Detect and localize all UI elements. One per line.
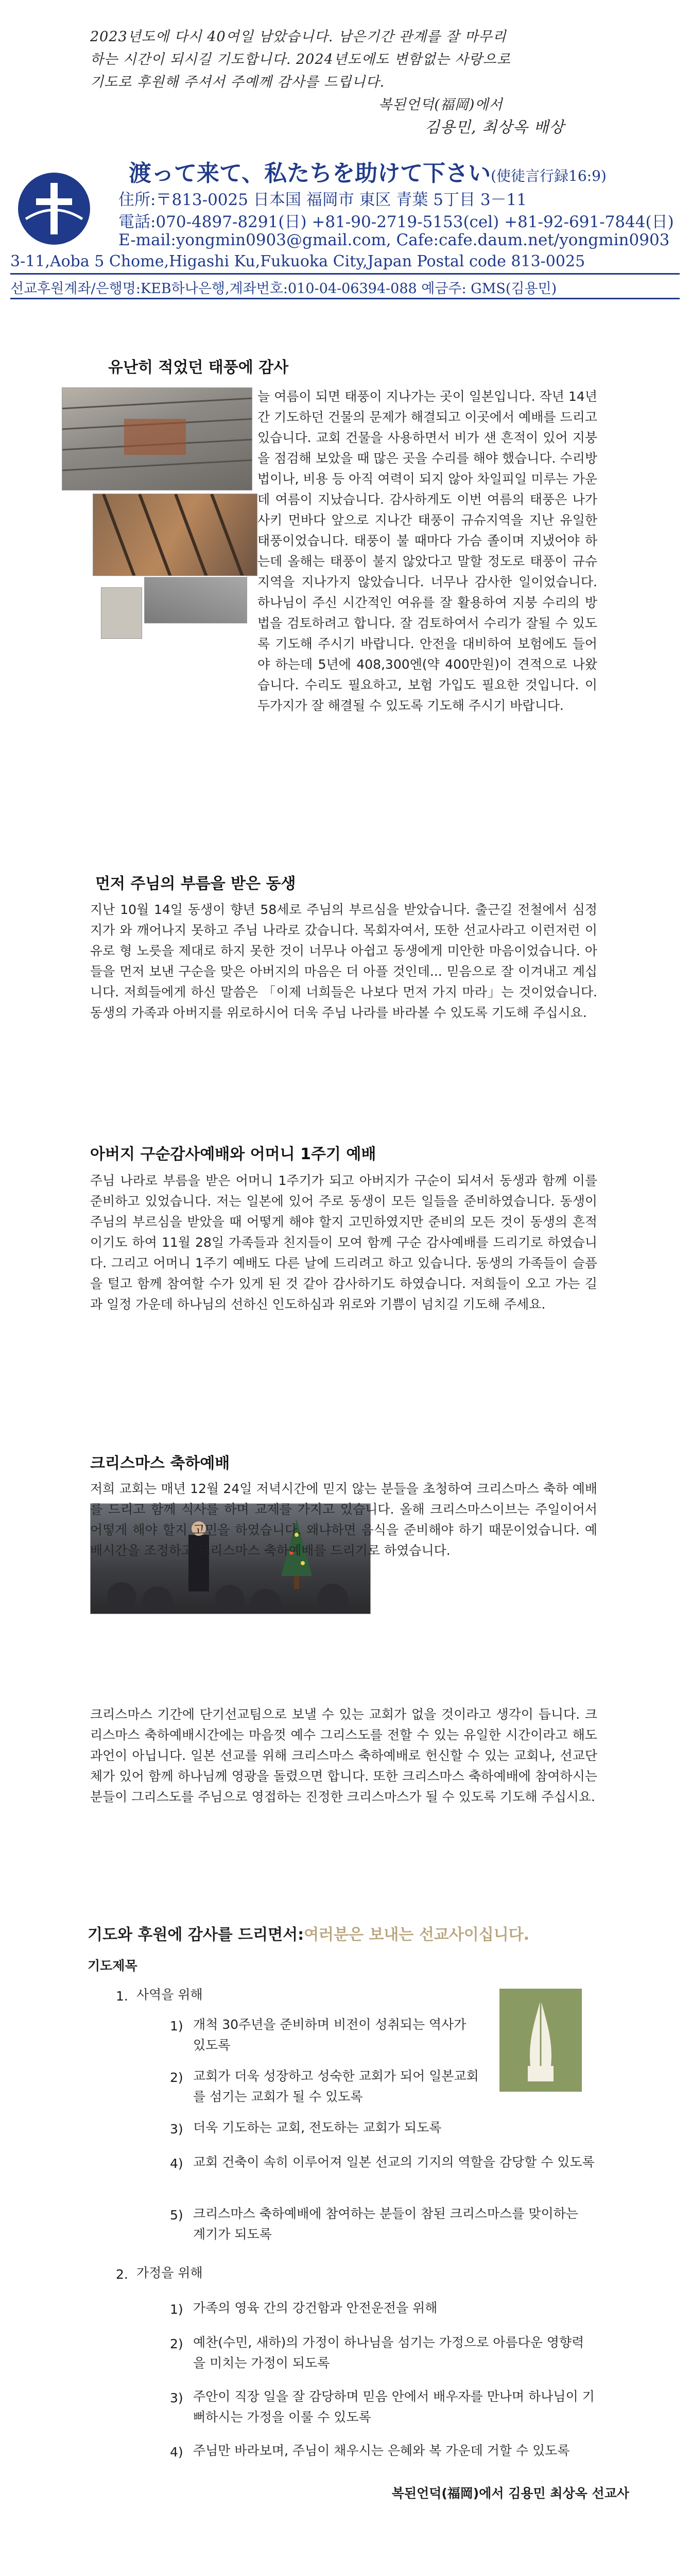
roof-rust-photo-image <box>93 494 257 576</box>
prayer-item-number: 3) <box>170 2391 183 2405</box>
prayer-group-label: 사역을 위해 <box>136 1987 203 2002</box>
section-1-paragraph: 늘 여름이 되면 태풍이 지나가는 곳이 일본입니다. 작년 14년간 기도하던 건물의 문제가 해결되고 이곳에서 예배를 드리고 있습니다. 교회 건물을 사용하면서 비가 샌 흔적이 있어 지붕을 점검해 보았을 때 많은 곳을 수리를 해야 했습니다. 수리방법이나, 비용 등 아직 여력이 되지 않아 차일피일 미루는 가운데 여름이 지났습니다. 감사하게도 이번 여름의 태풍은 나가사키 먼바다 앞으로 지나간 태풍이 규슈지역을 지난 유일한 태풍이었습니다. 태풍이 불 때마다 가슴 졸이며 지냈어야 하는데 올해는 태풍이 불지 않았다고 말할 정도로 태풍이 규슈지역을 지나가지 않았습니다. 너무나 감사한 일이었습니다. 하나님이 주신 시간적인 여유를 잘 활용하여 지붕 수리의 방법을 검토하려고 합니다. 잘 검토하여서 수리가 잘될 수 있도록 기도해 주시기 바랍니다. 안전을 대비하여 보험에도 들어야 하는데 5년에 408,300엔(약 400만원)이 견적으로 나왔습니다. 수리도 필요하고, 보험 가입도 필요한 것입니다. 이 두가지가 잘 해결될 수 있도록 기도해 주시기 바랍니다. <box>257 389 597 713</box>
prayer-group-number: 1. <box>116 1989 128 2004</box>
letterhead-verse: (使徒言行録16:9) <box>491 167 607 184</box>
letterhead-phone: 電話:070-4897-8291(日) +81-90-2719-5153(cel) +81-92-691-7844(日) <box>118 213 674 231</box>
prayer-heading-text: 기도와 후원에 감사를 드리면서: <box>88 1926 304 1944</box>
prayer-item-number: 3) <box>170 2122 183 2137</box>
sign-off: 복된언덕(福岡)에서 김용민 최상옥 선교사 <box>391 2486 629 2501</box>
prayer-item-number: 2) <box>170 2070 183 2085</box>
prayer-item: 개척 30주년을 준비하며 비전이 성취되는 역사가 있도록 <box>193 2017 467 2053</box>
section-title: 유난히 적었던 태풍에 감사 <box>108 359 289 377</box>
prayer-item-number: 5) <box>170 2208 183 2223</box>
handwritten-line: 2023년도에 다시 40여일 남았습니다. 남은기간 관계를 잘 마무리 <box>90 29 507 45</box>
prayer-subtitle: 기도제목 <box>88 1958 137 1973</box>
section-4-paragraph-2: 크리스마스 기간에 단기선교팀으로 보낼 수 있는 교회가 없을 것이라고 생각이 듭니다. 크리스마스 축하예배시간에는 마음껏 예수 그리스도를 전할 수 있는 유일한 시간이라고 해도 과언이 아닙니다. 일본 선교를 위해 크리스마스 축하예배로 헌신할 수 있는 교회나, 선교단체가 있어 함께 하나님께 영광을 돌렸으면 합니다. 또한 크리스마스 축하예배에 참여하시는 분들이 그리스도를 주님으로 영접하는 진정한 크리스마스가 될 수 있도록 기도해 주십시요. <box>90 1707 597 1804</box>
prayer-item-number: 1) <box>170 2302 183 2317</box>
section-1-wrap-text <box>257 386 597 716</box>
prayer-item-number: 4) <box>170 2445 183 2460</box>
prayer-item: 주님만 바라보며, 주님이 채우시는 은혜와 복 가운데 거할 수 있도록 <box>193 2443 570 2458</box>
letterhead-email: E-mail:yongmin0903@gmail.com, Cafe:cafe.daum.net/yongmin0903 <box>118 231 670 249</box>
section-title: 크리스마스 축하예배 <box>90 1454 230 1472</box>
prayer-item: 예찬(수민, 새하)의 가정이 하나님을 섬기는 가정으로 아름다운 영향력을 미치는 가정이 되도록 <box>193 2335 584 2370</box>
mission-logo-icon <box>15 170 93 247</box>
letterhead-rule <box>10 273 680 275</box>
section-title: 먼저 주님의 부름을 받은 동생 <box>95 875 296 893</box>
prayer-group-label: 가정을 위해 <box>136 2265 203 2280</box>
handwritten-line: 하는 시간이 되시길 기도합니다. 2024년도에도 변함없는 사랑으로 <box>90 52 511 67</box>
letterhead-address-en: 3-11,Aoba 5 Chome,Higashi Ku,Fukuoka City,Japan Postal code 813-0025 <box>10 252 585 270</box>
prayer-item-number: 4) <box>170 2156 183 2171</box>
prayer-item: 크리스마스 축하예배에 참여하는 분들이 참된 크리스마스를 맞이하는 계기가 되도록 <box>193 2206 579 2242</box>
roof-tile-photo <box>144 577 247 623</box>
roof-photo-image <box>62 388 252 490</box>
prayer-item: 교회가 더욱 성장하고 성숙한 교회가 되어 일본교회를 섬기는 교회가 될 수 있도록 <box>193 2069 479 2104</box>
letterhead <box>10 155 680 325</box>
praying-hands-icon <box>499 1989 582 2092</box>
handwritten-signature-place: 복된언덕(福岡)에서 <box>378 97 503 113</box>
prayer-item: 교회 건축이 속히 이루어져 일본 선교의 기지의 역할을 감당할 수 있도록 <box>193 2155 595 2170</box>
prayer-group-number: 2. <box>116 2267 128 2282</box>
roof-vent-photo <box>101 587 142 639</box>
prayer-item-number: 1) <box>170 2019 183 2033</box>
section-4-paragraph-1 <box>90 1479 597 1561</box>
prayer-heading-note: 여러분은 보내는 선교사이십니다. <box>304 1926 530 1944</box>
prayer-item: 주안이 직장 일을 잘 감당하며 믿음 안에서 배우자를 만나며 하나님이 기뻐하시는 가정을 이룰 수 있도록 <box>193 2389 595 2425</box>
handwritten-note <box>90 26 636 139</box>
section-3-paragraph: 주님 나라로 부름을 받은 어머니 1주기가 되고 아버지가 구순이 되셔서 동생과 함께 이를 준비하고 있었습니다. 저는 일본에 있어 주로 동생이 모든 일들을 준비하였습니다. 동생이 주님의 부르심을 받았을 때 어떻게 해야 할지 고민하였지만 준비의 모든 것이 동생의 흔적이기도 하여 11월 28일 가족들과 친지들이 모여 함께 구순 감사예배를 드리기로 하였습니다. 그리고 어머니 1주기 예배도 다른 날에 드리려고 하고 있습니다. 동생의 가족들이 슬픔을 털고 함께 참여할 수가 있게 된 것 같아 감사하기도 하였습니다. 저희들이 오고 가는 길과 일정 가운데 하나님의 선하신 인도하심과 위로와 기쁨이 넘치길 기도해 주세요. <box>90 1173 597 1312</box>
letterhead-address: 住所:〒813-0025 日本国 福岡市 東区 青葉 5丁目 3－11 <box>118 191 527 209</box>
roof-rust-photo <box>93 494 257 576</box>
handwritten-signature-names: 김용민, 최상옥 배상 <box>425 118 565 137</box>
letterhead-account: 선교후원계좌/은행명:KEB하나은행,계좌번호:010-04-06394-088 예금주: GMS(김용민) <box>10 281 557 297</box>
letterhead-rule <box>10 298 680 299</box>
prayer-item-number: 2) <box>170 2336 183 2351</box>
roof-photo <box>62 387 252 490</box>
letterhead-title-text: 渡って来て、私たちを助けて下さい <box>129 160 491 187</box>
prayer-item: 가족의 영육 간의 강건함과 안전운전을 위해 <box>193 2300 438 2315</box>
section-4-paragraph-text: 저희 교회는 매년 12월 24일 저녁시간에 믿지 않는 분들을 초청하여 크리스마스 축하 예배를 드리고 함께 식사를 하며 교제를 가지고 있습니다. 올해 크리스마스이브는 주일이어서 어떻게 해야 할지 고민을 하였습니다. 왜냐하면 음식을 준비해야 하기 때문이었습니다. 예배시간을 조정하고 크리스마스 축하예배를 드리기로 하였습니다. <box>90 1481 597 1558</box>
letterhead-title <box>129 155 607 188</box>
prayer-item: 더욱 기도하는 교회, 전도하는 교회가 되도록 <box>193 2120 442 2135</box>
section-2-paragraph: 지난 10월 14일 동생이 향년 58세로 주님의 부르심을 받았습니다. 출근길 전철에서 심정지가 와 깨어나지 못하고 주님 나라로 갔습니다. 목회자여서, 또한 선교사라고 이런저런 이유로 형 노릇을 제대로 하지 못한 것이 너무나 아쉽고 동생에게 미안한 마음이었습니다. 아들을 먼저 보낸 구순을 맞은 아버지의 마음은 더 아플 것인데... 믿음으로 잘 이겨내고 계십니다. 저희들에게 하신 말씀은 「이제 너희들은 나보다 먼저 가지 마라」는 것이었습니다. 동생의 가족과 아버지를 위로하시어 더욱 주님 나라를 바라볼 수 있도록 기도해 주십시요. <box>90 902 597 1020</box>
section-title: 아버지 구순감사예배와 어머니 1주기 예배 <box>90 1145 376 1163</box>
prayer-heading <box>88 1922 529 1944</box>
handwritten-line: 기도로 후원해 주셔서 주예께 감사를 드립니다. <box>90 74 385 90</box>
